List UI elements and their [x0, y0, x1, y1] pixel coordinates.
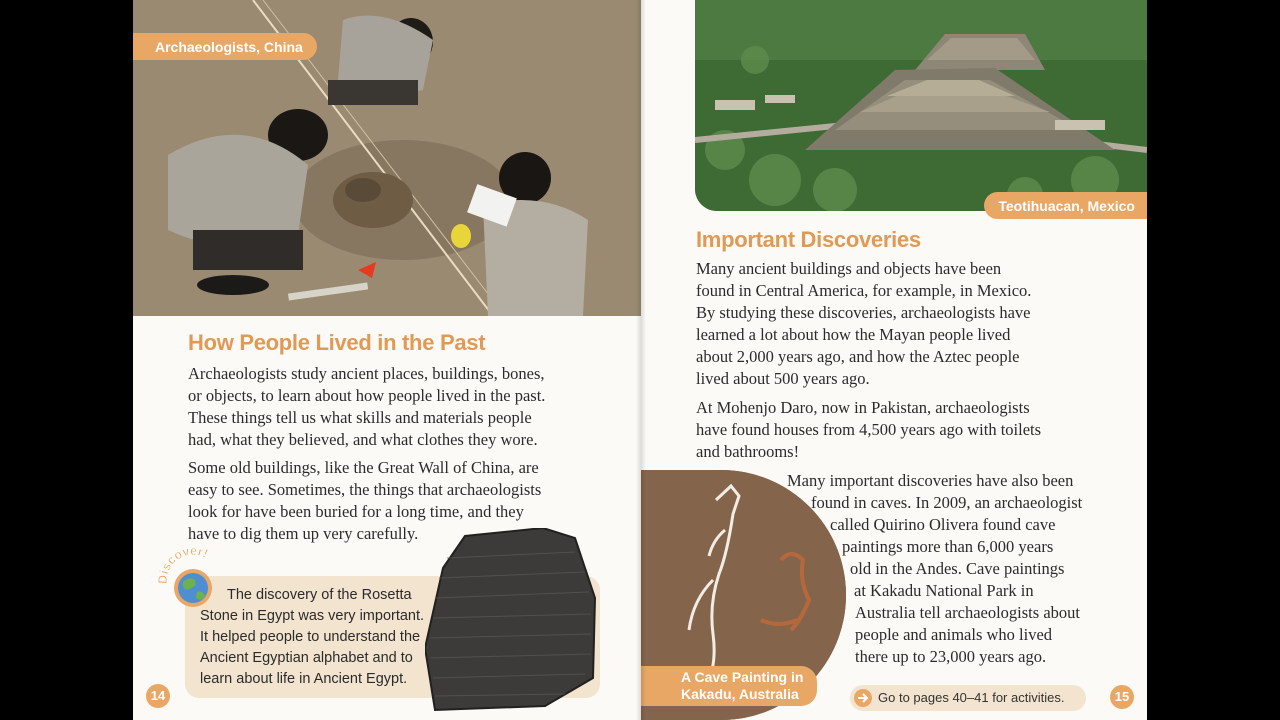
text-line: old in the Andes. Cave paintings: [850, 559, 1065, 578]
activities-link-label: Go to pages 40–41 for activities.: [878, 690, 1065, 705]
rosetta-stone-image: [425, 528, 603, 712]
text-line: Many ancient buildings and objects have been: [696, 259, 1002, 278]
text-line: and bathrooms!: [696, 442, 800, 461]
text-line: look for have been buried for a long time, and they: [188, 502, 524, 521]
text-line: there up to 23,000 years ago.: [855, 647, 1047, 666]
text-line: people and animals who lived: [855, 625, 1053, 644]
globe-icon: [174, 569, 212, 607]
text-line: have found houses from 4,500 years ago with toilets: [696, 420, 1042, 439]
text-line: found in Central America, for example, in Mexico.: [696, 281, 1032, 300]
text-line: Many important discoveries have also been: [787, 471, 1074, 490]
text-line: At Mohenjo Daro, now in Pakistan, archaeologists: [696, 398, 1030, 417]
text-line: easy to see. Sometimes, the things that archaeologists: [188, 480, 542, 499]
text-line: Ancient Egyptian alphabet and to: [200, 650, 413, 666]
section-heading: How People Lived in the Past: [188, 330, 486, 355]
page-number: 15: [1110, 685, 1134, 709]
text-line: Archaeologists study ancient places, buildings, bones,: [188, 364, 545, 383]
discover-badge-label: Discover!: [157, 548, 211, 585]
paragraph: [696, 258, 1031, 390]
discover-text: [200, 585, 440, 690]
text-line: about 2,000 years ago, and how the Aztec people: [696, 347, 1020, 366]
left-page: [133, 0, 641, 720]
text-line: at Kakadu National Park in: [854, 581, 1034, 600]
photo-label: Archaeologists, China: [133, 33, 317, 60]
text-line: Some old buildings, like the Great Wall of China, are: [188, 458, 539, 477]
book-gutter: [636, 0, 646, 720]
text-line: or objects, to learn about how people lived in the past.: [188, 386, 546, 405]
text-line: had, what they believed, and what clothes they wore.: [188, 430, 538, 449]
text-line: paintings more than 6,000 years: [842, 537, 1054, 556]
arrow-right-icon: [854, 689, 872, 707]
page-number: 14: [146, 684, 170, 708]
activities-link[interactable]: [850, 685, 1086, 711]
text-line: have to dig them up very carefully.: [188, 524, 419, 543]
text-line: learned a lot about how the Mayan people lived: [696, 325, 1011, 344]
teotihuacan-photo: [695, 0, 1147, 211]
text-line: called Quirino Olivera found cave: [830, 515, 1056, 534]
discover-badge: [157, 548, 227, 610]
right-page: [641, 0, 1147, 720]
paragraph: [188, 363, 545, 451]
paragraph: [696, 397, 1041, 463]
text-line: By studying these discoveries, archaeologists have: [696, 303, 1031, 322]
cave-label-line: Kakadu, Australia: [681, 686, 799, 702]
photo-label: [641, 666, 817, 706]
section-heading: Important Discoveries: [696, 227, 921, 252]
text-line: lived about 500 years ago.: [696, 369, 870, 388]
text-line: Australia tell archaeologists about: [855, 603, 1080, 622]
photo-label: Teotihuacan, Mexico: [984, 192, 1147, 219]
cave-label-line: A Cave Painting in: [681, 669, 804, 685]
text-line: The discovery of the Rosetta: [227, 587, 412, 603]
text-line: learn about life in Ancient Egypt.: [200, 671, 408, 687]
text-line: found in caves. In 2009, an archaeologist: [811, 493, 1083, 512]
text-line: It helped people to understand the: [200, 629, 421, 645]
text-line: Stone in Egypt was very important.: [200, 608, 425, 624]
text-line: These things tell us what skills and materials people: [188, 408, 532, 427]
